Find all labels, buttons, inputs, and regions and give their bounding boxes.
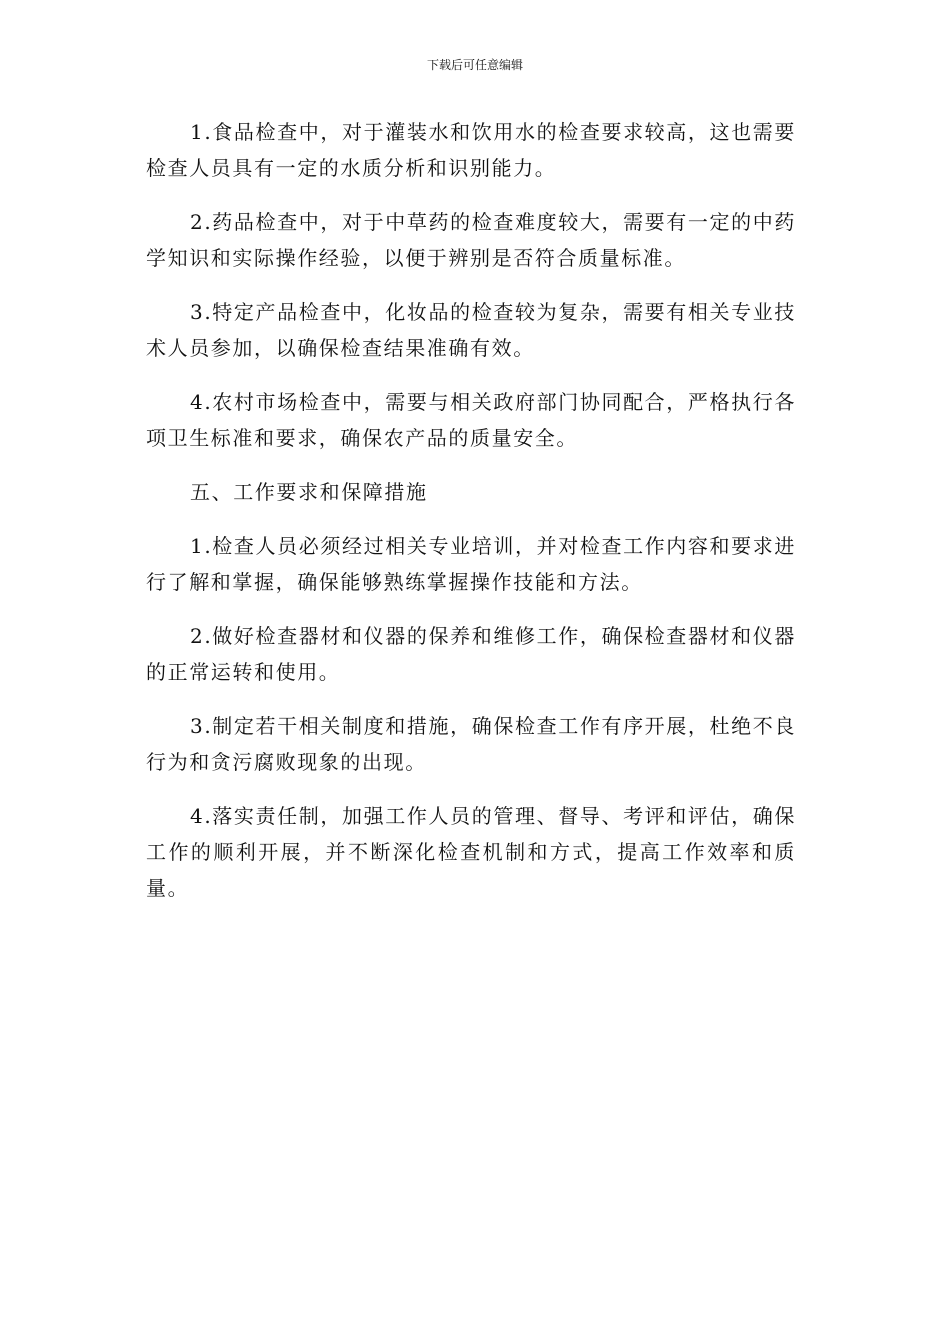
- section-heading-work-requirements: 五、工作要求和保障措施: [190, 480, 428, 504]
- paragraph-rules-and-measures: 3.制定若干相关制度和措施，确保检查工作有序开展，杜绝不良行为和贪污腐败现象的出现。: [146, 714, 796, 774]
- paragraph-cosmetics-inspection: 3.特定产品检查中，化妆品的检查较为复杂，需要有相关专业技术人员参加，以确保检查结果准确有效。: [146, 300, 796, 360]
- header-note: 下载后可任意编辑: [426, 58, 523, 72]
- paragraph-rural-market-inspection: 4.农村市场检查中，需要与相关政府部门协同配合，严格执行各项卫生标准和要求，确保农产品的质量安全。: [146, 390, 796, 450]
- paragraph-drug-inspection: 2.药品检查中，对于中草药的检查难度较大，需要有一定的中药学知识和实际操作经验，以便于辨别是否符合质量标准。: [146, 210, 796, 270]
- document-body: [146, 114, 796, 924]
- paragraph-food-inspection: 1.食品检查中，对于灌装水和饮用水的检查要求较高，这也需要检查人员具有一定的水质分析和识别能力。: [146, 120, 796, 180]
- paragraph-staff-training: 1.检查人员必须经过相关专业培训，并对检查工作内容和要求进行了解和掌握，确保能够熟练掌握操作技能和方法。: [146, 534, 796, 594]
- paragraph-equipment-maintenance: 2.做好检查器材和仪器的保养和维修工作，确保检查器材和仪器的正常运转和使用。: [146, 624, 796, 684]
- paragraph-responsibility-system: 4.落实责任制，加强工作人员的管理、督导、考评和评估，确保工作的顺利开展，并不断深化检查机制和方式，提高工作效率和质量。: [146, 804, 796, 900]
